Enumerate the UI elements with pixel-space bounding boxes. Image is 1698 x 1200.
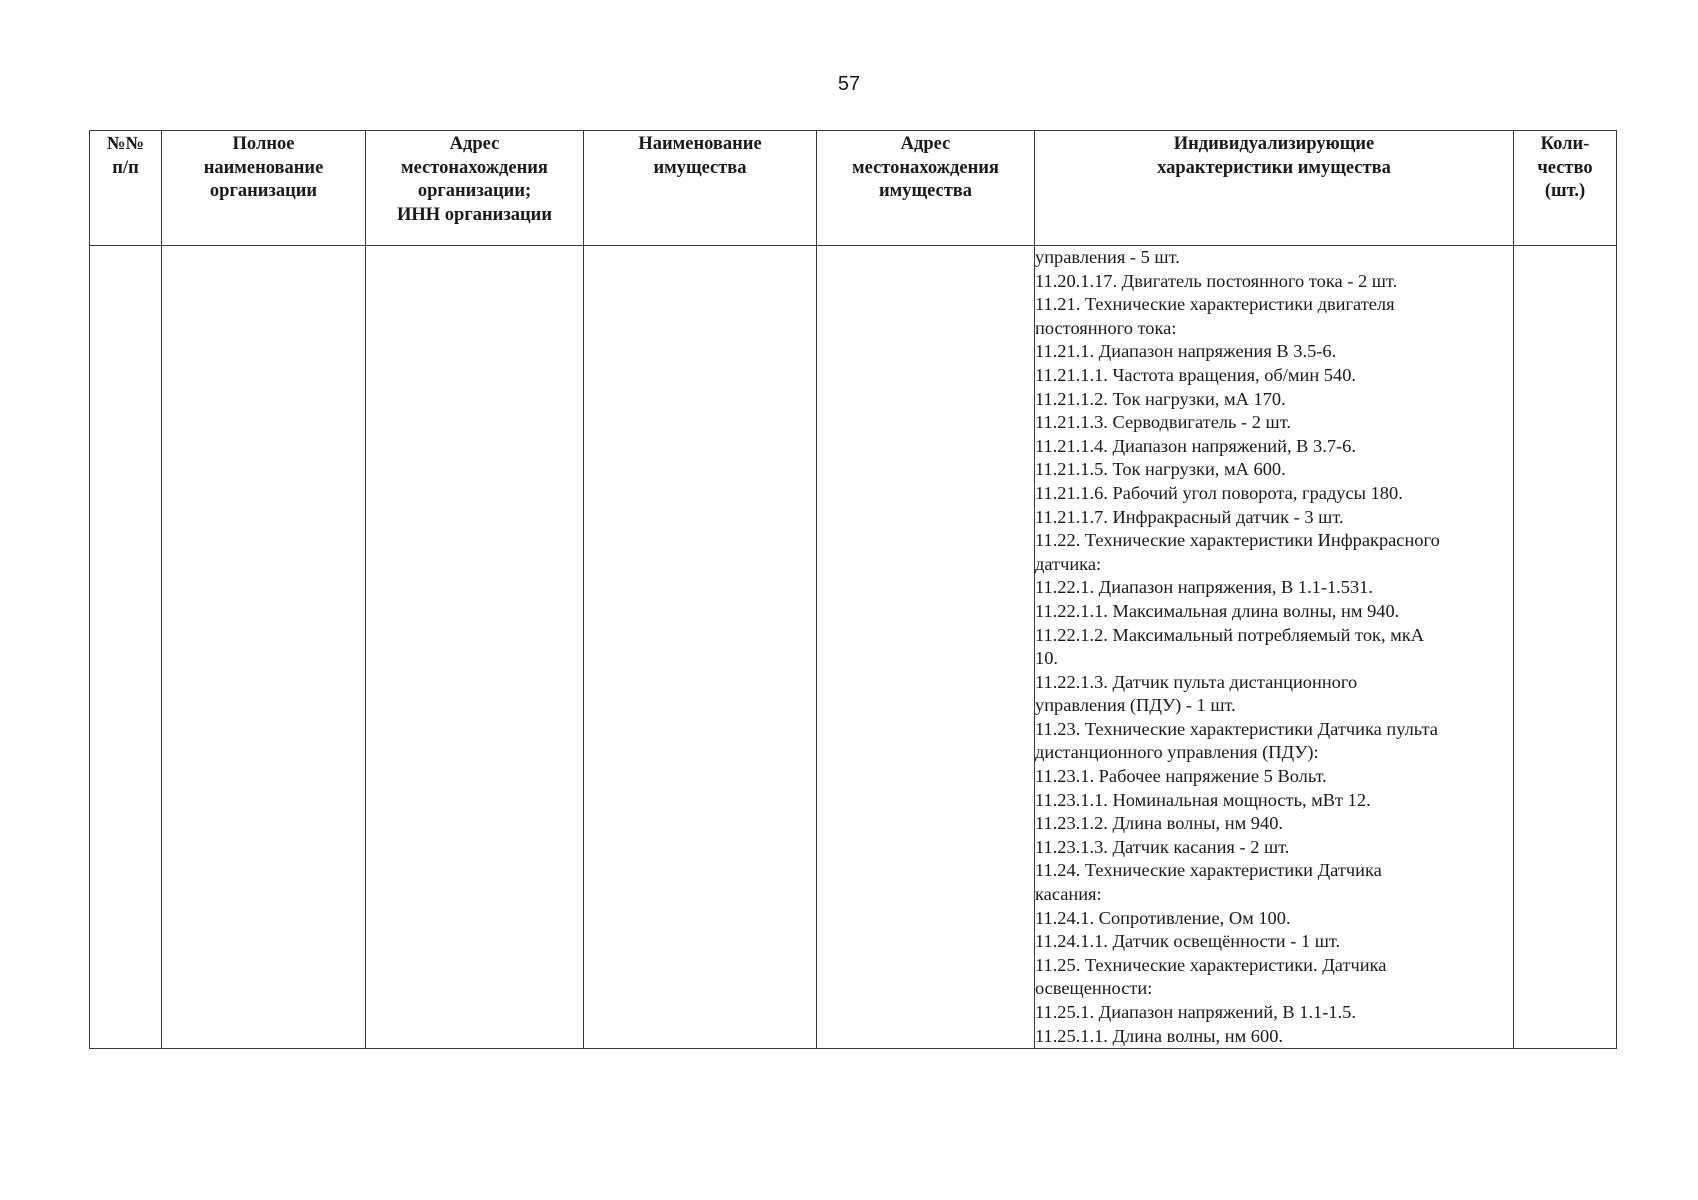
- characteristic-line: 11.22. Технические характеристики Инфракрасного: [1035, 530, 1440, 551]
- header-line: местонахождения: [401, 157, 548, 178]
- cell-number: [90, 246, 162, 1049]
- characteristic-line: 11.25.1. Диапазон напряжений, В 1.1-1.5.: [1035, 1002, 1356, 1022]
- property-table: [89, 130, 1617, 1049]
- characteristic-line: 11.21.1.4. Диапазон напряжений, В 3.7-6.: [1035, 435, 1356, 456]
- characteristic-line: 11.24. Технические характеристики Датчика: [1035, 860, 1382, 881]
- header-col-number: [90, 131, 162, 246]
- header-line: Коли-: [1540, 134, 1590, 154]
- cell-org-address: [366, 246, 584, 1049]
- characteristic-line: 11.22.1.1. Максимальная длина волны, нм 940.: [1035, 600, 1400, 621]
- characteristic-line: 11.23.1.1. Номинальная мощность, мВт 12.: [1035, 789, 1371, 810]
- characteristic-line: 11.21.1. Диапазон напряжения В 3.5-6.: [1035, 341, 1337, 362]
- characteristic-line: 11.23.1.2. Длина волны, нм 940.: [1035, 813, 1283, 834]
- cell-property-name: [584, 246, 817, 1049]
- characteristic-line: 11.25. Технические характеристики. Датчика: [1035, 954, 1387, 975]
- header-line: Адрес: [900, 134, 951, 154]
- header-line: п/п: [112, 157, 139, 178]
- header-line: чество: [1537, 157, 1593, 178]
- characteristic-line: 11.25.1.1. Длина волны, нм 600.: [1035, 1025, 1283, 1046]
- header-line: Полное: [232, 134, 295, 154]
- header-line: организации;: [417, 181, 532, 201]
- characteristic-line: 11.21.1.3. Серводвигатель - 2 шт.: [1035, 412, 1291, 433]
- header-line: №№: [106, 134, 145, 154]
- page-number: 57: [837, 73, 861, 95]
- characteristic-line: 11.21. Технические характеристики двигателя: [1035, 294, 1395, 315]
- characteristic-line: 11.21.1.7. Инфракрасный датчик - 3 шт.: [1035, 506, 1344, 527]
- characteristic-line: постоянного тока:: [1035, 317, 1177, 338]
- header-line: Адрес: [449, 134, 500, 154]
- characteristic-line: 11.24.1. Сопротивление, Ом 100.: [1035, 907, 1291, 928]
- characteristic-line: управления - 5 шт.: [1035, 247, 1180, 267]
- characteristic-line: 11.22.1. Диапазон напряжения, В 1.1-1.531.: [1035, 577, 1373, 598]
- cell-characteristics: [1035, 246, 1514, 1049]
- table-row: [90, 246, 1617, 1049]
- characteristic-line: дистанционного управления (ПДУ):: [1035, 742, 1319, 763]
- header-line: организации: [209, 181, 318, 201]
- characteristic-line: 11.22.1.3. Датчик пульта дистанционного: [1035, 671, 1358, 692]
- header-line: местонахождения: [852, 157, 999, 178]
- characteristic-line: 11.21.1.1. Частота вращения, об/мин 540.: [1035, 364, 1356, 385]
- characteristic-line: 11.21.1.2. Ток нагрузки, мА 170.: [1035, 388, 1286, 409]
- cell-org-name: [162, 246, 366, 1049]
- characteristic-line: касания:: [1035, 884, 1102, 905]
- characteristic-line: 11.21.1.6. Рабочий угол поворота, градусы 180.: [1035, 482, 1403, 503]
- header-line: характеристики имущества: [1157, 157, 1391, 178]
- header-line: Индивидуализирующие: [1173, 134, 1375, 154]
- characteristic-line: 11.20.1.17. Двигатель постоянного тока - 2 шт.: [1035, 270, 1398, 291]
- header-line: (шт.): [1544, 181, 1586, 201]
- header-col-quantity: [1514, 131, 1617, 246]
- characteristic-line: 11.23.1.3. Датчик касания - 2 шт.: [1035, 836, 1290, 857]
- header-line: ИНН организации: [397, 204, 552, 225]
- header-col-property-address: [817, 131, 1035, 246]
- header-col-property-name: [584, 131, 817, 246]
- header-line: имущества: [653, 157, 747, 178]
- characteristic-line: 11.23. Технические характеристики Датчика пульта: [1035, 718, 1438, 739]
- header-line: Наименование: [638, 134, 762, 154]
- header-line: наименование: [203, 157, 324, 178]
- characteristic-line: освещенности:: [1035, 978, 1153, 999]
- characteristic-line: 10.: [1035, 648, 1058, 669]
- characteristic-line: 11.23.1. Рабочее напряжение 5 Вольт.: [1035, 766, 1327, 787]
- characteristic-line: 11.21.1.5. Ток нагрузки, мА 600.: [1035, 459, 1286, 480]
- characteristic-line: 11.24.1.1. Датчик освещённости - 1 шт.: [1035, 931, 1341, 952]
- cell-quantity: [1514, 246, 1617, 1049]
- characteristic-line: управления (ПДУ) - 1 шт.: [1035, 695, 1236, 716]
- table-header-row: [90, 131, 1617, 246]
- header-col-characteristics: [1035, 131, 1514, 246]
- header-col-org-address: [366, 131, 584, 246]
- header-line: имущества: [878, 181, 973, 201]
- cell-property-address: [817, 246, 1035, 1049]
- header-col-org-name: [162, 131, 366, 246]
- characteristic-line: 11.22.1.2. Максимальный потребляемый ток, мкА: [1035, 624, 1425, 645]
- characteristic-line: датчика:: [1035, 553, 1102, 574]
